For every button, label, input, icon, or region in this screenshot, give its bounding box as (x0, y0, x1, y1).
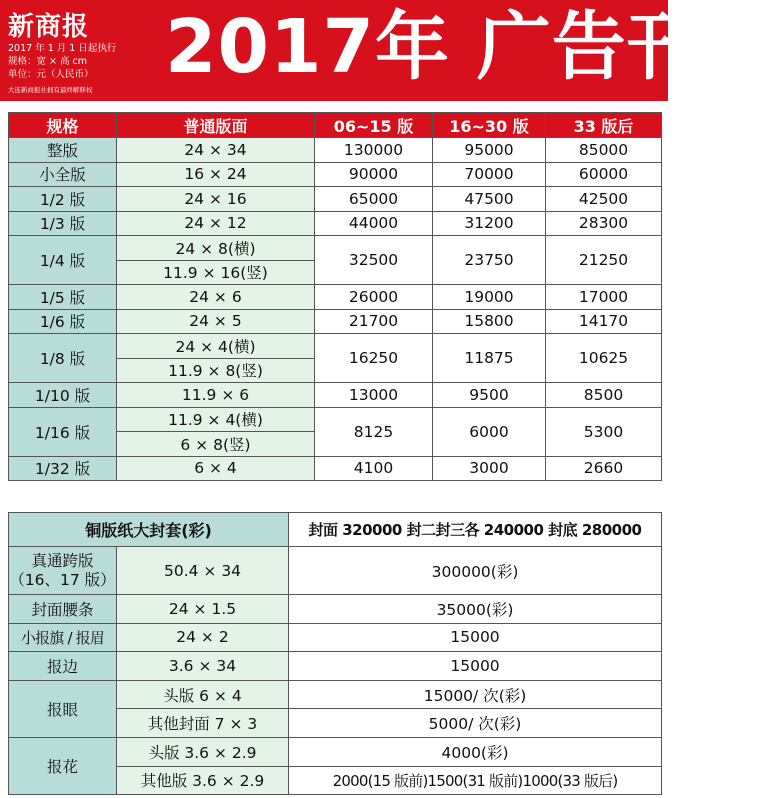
row-name-line1: 真通跨版 (31, 551, 94, 570)
price-cell: 60000 (546, 162, 662, 187)
price-cell: 300000(彩) (289, 547, 662, 595)
table-row (9, 334, 662, 359)
price-cell: 42500 (546, 187, 662, 212)
table-row (9, 309, 662, 334)
price-cell: 15000/ 次(彩) (289, 680, 662, 709)
price-cell: 17000 (546, 285, 662, 310)
price-cell: 31200 (433, 211, 546, 236)
price-cell: 8125 (315, 407, 433, 456)
brand-logo: 新商报 (8, 12, 90, 42)
cover-label: 铜版纸大封套(彩) (9, 513, 289, 547)
price-cell: 44000 (315, 211, 433, 236)
row-name: 1/8 版 (9, 334, 117, 383)
price-cell: 15000 (289, 623, 662, 652)
rate-table-header (9, 113, 662, 138)
table-row (9, 162, 662, 187)
price-cell: 2660 (546, 456, 662, 481)
row-name: 1/5 版 (9, 285, 117, 310)
price-cell: 11875 (433, 334, 546, 383)
effective-date: 2017 年 1 月 1 日起执行 (8, 43, 117, 54)
table-row (9, 138, 662, 163)
price-cell: 85000 (546, 138, 662, 163)
rate-table (8, 112, 662, 481)
price-cell: 9500 (433, 383, 546, 408)
row-name: 1/3 版 (9, 211, 117, 236)
price-cell: 2000(15 版前)1500(31 版前)1000(33 版后) (289, 766, 662, 795)
table-row (9, 595, 662, 624)
row-name: 1/6 版 (9, 309, 117, 334)
price-cell: 32500 (315, 236, 433, 285)
page-title: 2017年 广告刊例 (165, 4, 777, 90)
price-cell: 16250 (315, 334, 433, 383)
price-cell: 23750 (433, 236, 546, 285)
table-row (9, 547, 662, 595)
row-size: 24 × 6 (117, 285, 315, 310)
row-name: 报眼 (9, 680, 117, 737)
price-cell: 21700 (315, 309, 433, 334)
price-cell: 130000 (315, 138, 433, 163)
size-unit-note: 规格：宽 × 高 cm (8, 56, 87, 67)
header-06-15: 06~15 版 (315, 113, 433, 138)
table-row (9, 407, 662, 432)
table-row (9, 680, 662, 709)
price-cell: 15800 (433, 309, 546, 334)
price-cell: 5300 (546, 407, 662, 456)
table-row (9, 456, 662, 481)
table-row (9, 652, 662, 681)
row-size: 24 × 4(横) (117, 334, 315, 359)
rights-note: 大连新商报社拥有最终解释权 (8, 86, 93, 94)
row-name-line2: （16、17 版） (9, 570, 116, 589)
price-cell: 14170 (546, 309, 662, 334)
price-cell: 19000 (433, 285, 546, 310)
table-row (9, 623, 662, 652)
table-row (9, 236, 662, 261)
row-size: 3.6 × 34 (117, 652, 289, 681)
currency-note: 单位：元（人民币） (8, 69, 94, 80)
row-name: 1/32 版 (9, 456, 117, 481)
table-row (9, 383, 662, 408)
row-size: 6 × 4 (117, 456, 315, 481)
price-cell: 35000(彩) (289, 595, 662, 624)
row-name: 1/16 版 (9, 407, 117, 456)
row-size: 24 × 2 (117, 623, 289, 652)
row-name: 小报旗 / 报眉 (9, 623, 117, 652)
row-name: 1/2 版 (9, 187, 117, 212)
header-16-30: 16~30 版 (433, 113, 546, 138)
row-size: 其他版 3.6 × 2.9 (117, 766, 289, 795)
price-cell: 95000 (433, 138, 546, 163)
row-size: 24 × 12 (117, 211, 315, 236)
row-name: 1/4 版 (9, 236, 117, 285)
row-name: 报花 (9, 737, 117, 794)
table-row (9, 211, 662, 236)
special-table (8, 512, 662, 795)
row-size: 50.4 × 34 (117, 547, 289, 595)
row-name: 1/10 版 (9, 383, 117, 408)
row-name: 小全版 (9, 162, 117, 187)
table-row (9, 187, 662, 212)
row-name (9, 547, 117, 595)
row-name: 整版 (9, 138, 117, 163)
row-size: 11.9 × 4(横) (117, 407, 315, 432)
price-cell: 5000/ 次(彩) (289, 709, 662, 738)
header-spec: 规格 (9, 113, 117, 138)
special-table-header (9, 513, 662, 547)
row-size: 11.9 × 8(竖) (117, 358, 315, 383)
price-cell: 4100 (315, 456, 433, 481)
row-size: 6 × 8(竖) (117, 432, 315, 457)
row-size: 24 × 5 (117, 309, 315, 334)
header-33-after: 33 版后 (546, 113, 662, 138)
row-size: 24 × 34 (117, 138, 315, 163)
row-size: 头版 3.6 × 2.9 (117, 737, 289, 766)
price-cell: 28300 (546, 211, 662, 236)
price-cell: 4000(彩) (289, 737, 662, 766)
row-size: 24 × 8(横) (117, 236, 315, 261)
price-cell: 10625 (546, 334, 662, 383)
row-name: 封面腰条 (9, 595, 117, 624)
row-size: 11.9 × 6 (117, 383, 315, 408)
price-cell: 13000 (315, 383, 433, 408)
price-cell: 65000 (315, 187, 433, 212)
price-cell: 90000 (315, 162, 433, 187)
price-cell: 6000 (433, 407, 546, 456)
cover-prices: 封面 320000 封二封三各 240000 封底 280000 (289, 513, 662, 547)
price-cell: 15000 (289, 652, 662, 681)
price-cell: 26000 (315, 285, 433, 310)
row-size: 其他封面 7 × 3 (117, 709, 289, 738)
table-row (9, 737, 662, 766)
row-size: 头版 6 × 4 (117, 680, 289, 709)
price-cell: 8500 (546, 383, 662, 408)
row-size: 24 × 16 (117, 187, 315, 212)
header-normal: 普通版面 (117, 113, 315, 138)
price-cell: 47500 (433, 187, 546, 212)
table-row (9, 285, 662, 310)
price-cell: 70000 (433, 162, 546, 187)
row-size: 24 × 1.5 (117, 595, 289, 624)
row-size: 16 × 24 (117, 162, 315, 187)
price-cell: 21250 (546, 236, 662, 285)
row-name: 报边 (9, 652, 117, 681)
header-banner (0, 0, 777, 101)
price-cell: 3000 (433, 456, 546, 481)
row-size: 11.9 × 16(竖) (117, 260, 315, 285)
